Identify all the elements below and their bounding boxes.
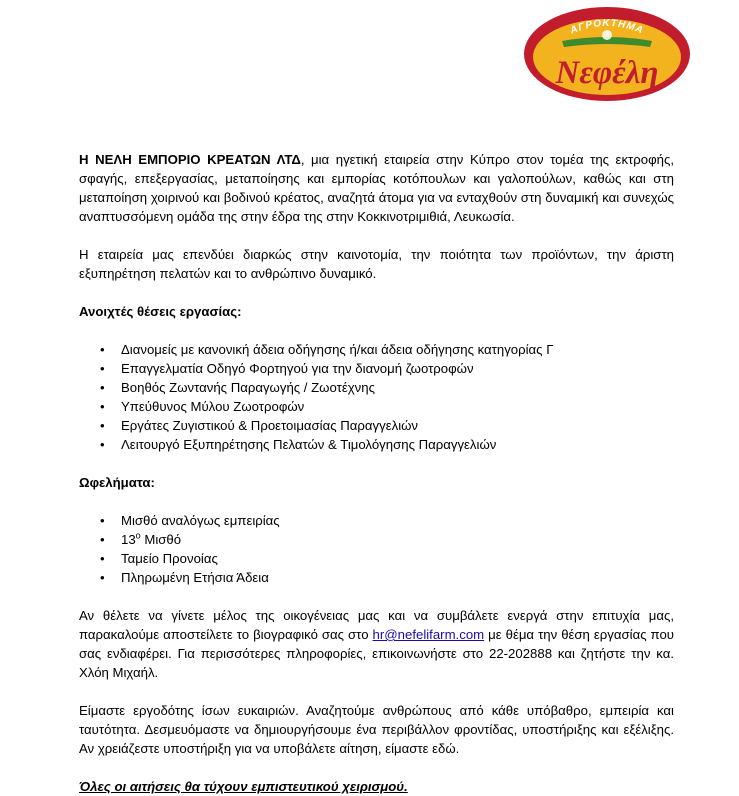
logo-sun [602, 30, 612, 40]
bullet-icon: • [100, 399, 105, 414]
document-body [79, 150, 674, 796]
bullet-icon: • [100, 361, 105, 376]
bullet-icon: • [100, 380, 105, 395]
list-item: • Μισθό αναλόγως εμπειρίας [100, 513, 280, 528]
equal-opportunity-paragraph: Είμαστε εργοδότης ίσων ευκαιριών. Αναζητούμε ανθρώπους από κάθε υπόβαθρο, εμπειρία και ταυτότητα. Δεσμευόμαστε να δημιουργήσουμε ένα περιβάλλον φροντίδας, υποστήριξης και εξέλιξης. Αν χρειάζεστε υποστήριξη για να υποβάλετε αίτηση, είμαστε εδώ. [79, 703, 674, 756]
intro-text: , μια ηγετική εταιρεία στην Κύπρο στον τομέα της εκτροφής, σφαγής, επεξεργασίας, μεταποίησης και εμπορίας κοτόπουλων και γαλοπούλων, καθώς και στη μεταποίηση χοιρινού και βοδινού κρέατος, αναζητά άτομα για να ενταχθούν στη δυναμική και συνεχώς αναπτυσσόμενη ομάδα της στην έδρα της στην Κοκκινοτριμιθιά, Λευκωσία. [79, 152, 674, 224]
list-item: • $13^o$ Μισθό [100, 530, 182, 547]
email-link[interactable]: hr@nefelifarm.com [372, 627, 485, 642]
confidentiality-note: Όλες οι αιτήσεις θα τύχουν εμπιστευτικού χειρισμού. [79, 779, 408, 794]
list-item: • Υπεύθυνος Μύλου Ζωοτροφών [100, 399, 305, 414]
list-item: • Βοηθός Ζωντανής Παραγωγής / Ζωοτέχνης [100, 380, 375, 395]
intro-paragraph [79, 150, 674, 226]
bullet-icon: • [100, 418, 105, 433]
logo-arc-text: ΑΓΡΟΚΤΗΜΑ [568, 17, 646, 37]
list-item: • Επαγγελματία Οδηγό Φορτηγού για την διανομή ζωοτροφών [100, 361, 474, 376]
positions-heading: Ανοιχτές θέσεις εργασίας: [79, 304, 242, 319]
list-item: • Λειτουργό Εξυπηρέτησης Πελατών & Τιμολόγησης Παραγγελιών [100, 437, 497, 452]
positions-list [79, 340, 674, 454]
bullet-icon: • [100, 570, 105, 585]
bullet-icon: • [100, 513, 105, 528]
bullet-icon: • [100, 437, 105, 452]
logo-brand-text: Νεφέλη [555, 55, 659, 91]
apply-paragraph: Αν θέλετε να γίνετε μέλος της οικογένειας μας και να συμβάλετε ενεργά στην επιτυχία μας, παρακαλούμε αποστείλετε το βιογραφικό σας στο hr@nefelifarm.com με θέμα την θέση εργασίας που σας ενδιαφέρει. Για περισσότερες πληροφορίες, επικοινωνήστε στο 22-202888 και ζητήστε την κα. Χλόη Μιχαήλ. [79, 608, 675, 680]
list-item: • Διανομείς με κανονική άδεια οδήγησης ή/και άδεια οδήγησης κατηγορίας Γ [100, 342, 554, 357]
list-item: • Εργάτες Ζυγιστικού & Προετοιμασίας Παραγγελιών [100, 418, 419, 433]
bullet-icon: • [100, 532, 105, 547]
investment-paragraph: Η εταιρεία μας επενδύει διαρκώς στην καινοτομία, την ποιότητα των προϊόντων, την άριστη εξυπηρέτηση πελατών και το ανθρώπινο δυναμικό. [79, 247, 674, 281]
list-item: • Ταμείο Προνοίας [100, 551, 218, 566]
list-item: • Πληρωμένη Ετήσια Άδεια [100, 570, 269, 585]
bullet-icon: • [100, 342, 105, 357]
benefits-heading: Ωφελήματα: [79, 475, 155, 490]
nefeli-logo [522, 5, 692, 103]
benefits-list [79, 511, 674, 587]
bullet-icon: • [100, 551, 105, 566]
company-name: Η ΝΕΛΗ ΕΜΠΟΡΙΟ ΚΡΕΑΤΩΝ ΛΤΔ [79, 152, 301, 167]
